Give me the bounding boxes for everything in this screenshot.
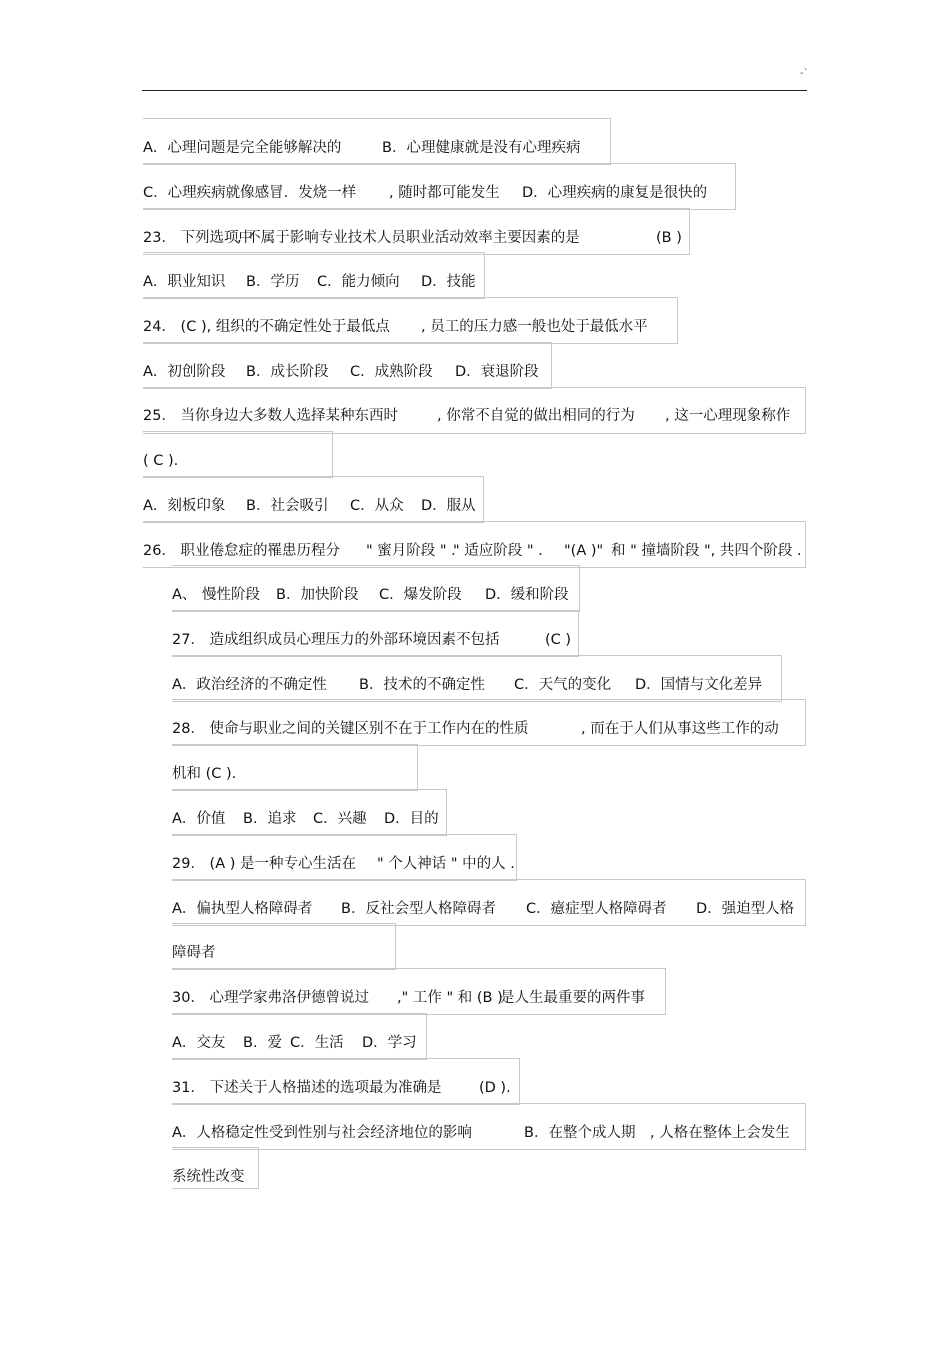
text-segment: , 而在于人们从事这些工作的动: [581, 721, 779, 737]
text-segment: B．成长阶段: [246, 364, 329, 380]
text-segment: B．加快阶段: [276, 587, 359, 603]
text-segment: C．天气的变化: [514, 677, 612, 693]
text-line: A、: [172, 587, 197, 603]
text-segment: D．目的: [384, 811, 439, 827]
text-segment: , 人格在整体上会发生: [650, 1125, 790, 1141]
text-segment: , 不属于影响专业技术人员职业活动效率主要因素的是: [237, 230, 580, 246]
header-rule: [142, 90, 807, 91]
text-segment: C．能力倾向: [317, 274, 400, 290]
text-segment: D．国情与文化差异: [635, 677, 763, 693]
text-line: 30． 心理学家弗洛伊德曾说过: [172, 990, 370, 1006]
text-line: A．偏执型人格障碍者: [172, 901, 313, 917]
text-line: 27． 造成组织成员心理压力的外部环境因素不包括: [172, 632, 500, 648]
text-segment: 慢性阶段: [202, 587, 260, 603]
text-segment: C．爆发阶段: [379, 587, 462, 603]
text-segment: " 蜜月阶段 " ．: [366, 543, 466, 559]
text-line: C．心理疾病就像感冒．发烧一样: [143, 185, 357, 201]
text-line: 28． 使命与职业之间的关键区别不在于工作内在的性质: [172, 721, 529, 737]
text-segment: B．社会吸引: [246, 498, 329, 514]
text-line: A．职业知识: [143, 274, 226, 290]
text-line: 系统性改变: [172, 1169, 245, 1185]
text-segment: , 你常不自觉的做出相同的行为: [437, 408, 635, 424]
text-segment: B．学历: [246, 274, 300, 290]
text-segment: C．生活: [290, 1035, 344, 1051]
text-segment: D．强迫型人格: [696, 901, 795, 917]
text-segment: D．缓和阶段: [485, 587, 569, 603]
text-segment: D．技能: [421, 274, 476, 290]
text-segment: 和 " 撞墙阶段 ", 共四个阶段 .: [611, 543, 802, 559]
text-line: A．价值: [172, 811, 226, 827]
text-line: 26． 职业倦怠症的罹患历程分: [143, 543, 341, 559]
text-segment: " 适应阶段 " ．: [453, 543, 553, 559]
text-segment: " 个人神话 " 中的人 .: [377, 856, 515, 872]
text-line: A．刻板印象: [143, 498, 226, 514]
text-segment: ," 工作 " 和 (B ): [397, 990, 503, 1006]
text-line: 机和 (C ).: [172, 766, 237, 782]
text-segment: B．心理健康就是没有心理疾病: [382, 140, 581, 156]
text-line: A．交友: [172, 1035, 226, 1051]
text-line: A．人格稳定性受到性别与社会经济地位的影响: [172, 1125, 472, 1141]
text-line: 25． 当你身边大多数人选择某种东西时: [143, 408, 399, 424]
text-segment: 是人生最重要的两件事: [500, 990, 645, 1006]
text-segment: B．在整个成人期: [524, 1125, 636, 1141]
text-line: ( C ).: [143, 453, 179, 469]
text-segment: D．衰退阶段: [455, 364, 539, 380]
text-segment: , 随时都可能发生: [389, 185, 500, 201]
text-segment: C．癔症型人格障碍者: [526, 901, 667, 917]
text-segment: D．心理疾病的康复是很快的: [522, 185, 708, 201]
text-line: 23． 下列选项中: [143, 230, 254, 246]
text-segment: (B ): [656, 230, 682, 246]
text-segment: C．从众: [350, 498, 404, 514]
text-line: 29． (A ) 是一种专心生活在: [172, 856, 357, 872]
text-segment: D．学习: [362, 1035, 417, 1051]
text-segment: C．兴趣: [313, 811, 367, 827]
text-line: 31． 下述关于人格描述的选项最为准确是: [172, 1080, 442, 1096]
text-segment: D．服从: [421, 498, 476, 514]
text-line: A．心理问题是完全能够解决的: [143, 140, 342, 156]
text-segment: B．技术的不确定性: [359, 677, 485, 693]
text-line: 24． (C ), 组织的不确定性处于最低点: [143, 319, 390, 335]
text-segment: "(A )": [564, 543, 604, 559]
text-segment: B．反社会型人格障碍者: [341, 901, 496, 917]
text-segment: , 这一心理现象称作: [665, 408, 791, 424]
text-segment: B．爱: [243, 1035, 282, 1051]
text-segment: C．成熟阶段: [350, 364, 433, 380]
text-line: A．初创阶段: [143, 364, 226, 380]
corner-mark: -`: [800, 68, 809, 79]
text-segment: B．追求: [243, 811, 297, 827]
text-line: A．政治经济的不确定性: [172, 677, 327, 693]
text-segment: (D ).: [479, 1080, 511, 1096]
text-segment: , 员工的压力感一般也处于最低水平: [421, 319, 648, 335]
text-line: 障碍者: [172, 945, 216, 961]
text-segment: (C ): [545, 632, 572, 648]
